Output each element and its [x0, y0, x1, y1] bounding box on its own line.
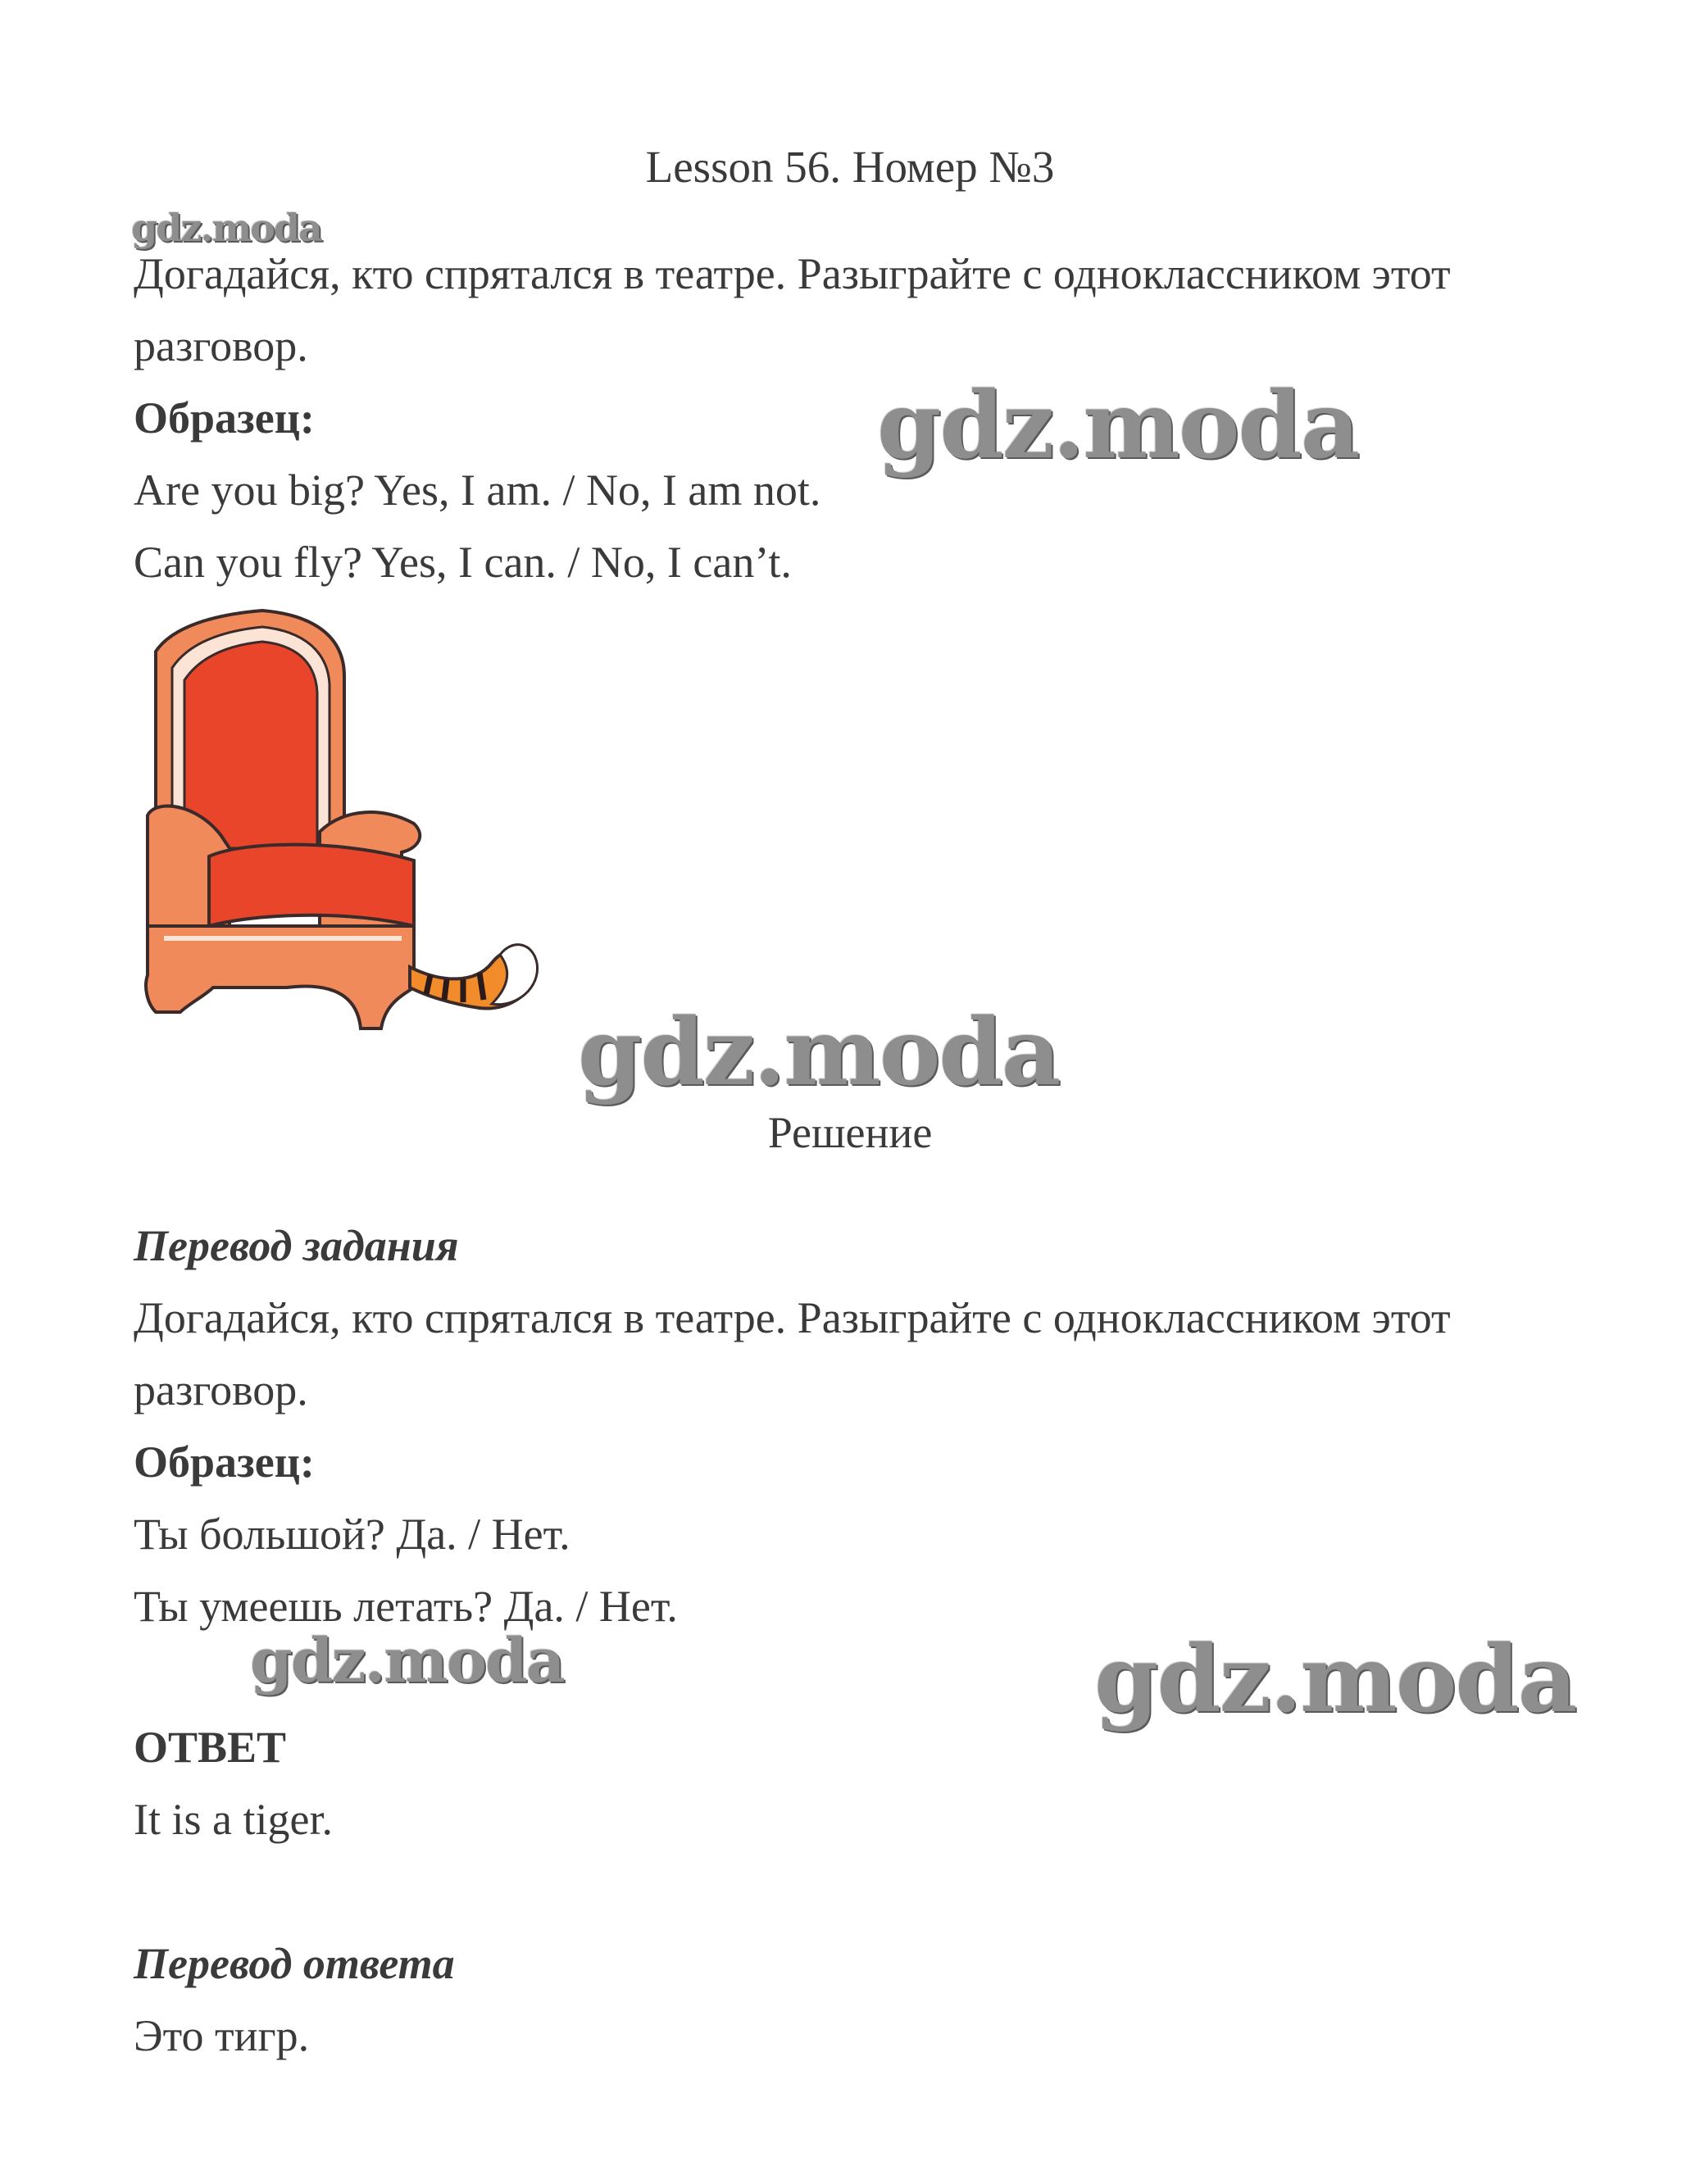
answer-translation-heading: Перевод ответа — [134, 1939, 455, 1988]
answer-translation-text: Это тигр. — [134, 2011, 310, 2060]
page-title: Lesson 56. Номер №3 — [645, 142, 1055, 192]
task-sample-line1: Are you big? Yes, I am. / No, I am not. — [134, 465, 821, 515]
answer-heading: ОТВЕТ — [134, 1723, 287, 1772]
watermark-large-2: gdz.moda — [578, 999, 1060, 1106]
translation-line1: Догадайся, кто спрятался в театре. Разыграйте с одноклассником этот — [134, 1293, 1451, 1342]
armchair-with-tail-illustration — [139, 602, 557, 1045]
translation-line2: разговор. — [134, 1365, 308, 1414]
task-sample-line2: Can you fly? Yes, I can. / No, I can’t. — [134, 538, 792, 587]
translation-sample-line1: Ты большой? Да. / Нет. — [134, 1510, 570, 1559]
task-sample-label: Образец: — [134, 393, 315, 443]
task-text-line2: разговор. — [134, 321, 308, 370]
chair-seat-cushion — [209, 845, 414, 926]
answer-text: It is a tiger. — [134, 1795, 333, 1844]
translation-sample-label: Образец: — [134, 1437, 315, 1487]
task-text-line1: Догадайся, кто спрятался в театре. Разыграйте с одноклассником этот — [134, 249, 1451, 298]
translation-sample-line2: Ты умеешь летать? Да. / Нет. — [134, 1582, 678, 1631]
watermark-large-4: gdz.moda — [1094, 1626, 1576, 1733]
translation-heading: Перевод задания — [134, 1221, 459, 1270]
watermark-medium-3: gdz.moda — [250, 1626, 564, 1696]
solution-heading: Решение — [767, 1108, 933, 1157]
watermark-small-top: gdz.moda — [131, 206, 321, 250]
watermark-large-1: gdz.moda — [877, 372, 1359, 479]
chair-base — [146, 926, 414, 1028]
